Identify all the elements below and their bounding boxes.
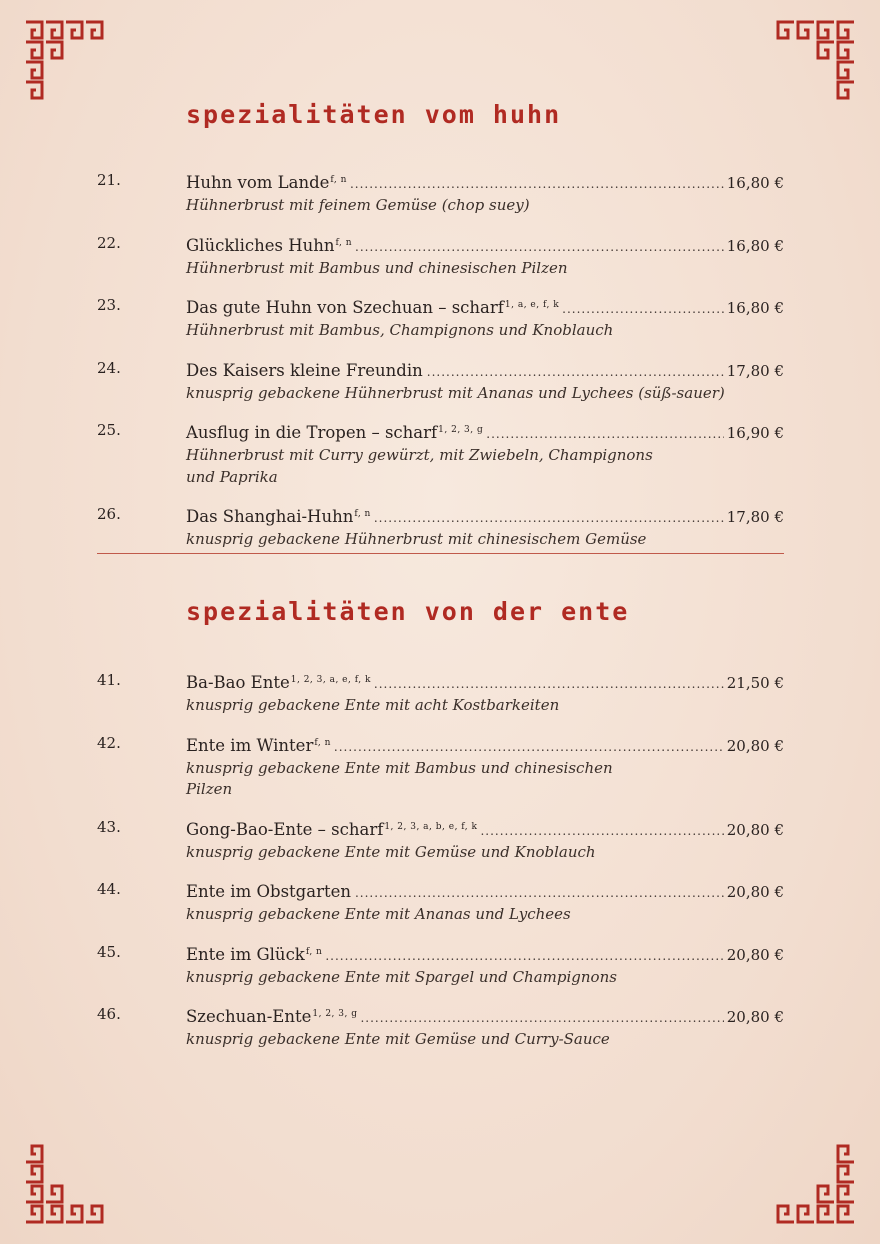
item-description: knusprig gebackene Hühnerbrust mit Ananas und Lychees (süß-sauer) xyxy=(186,383,725,402)
item-number: 21. xyxy=(97,171,121,189)
allergen-codes: f, n xyxy=(354,509,371,519)
item-description: knusprig gebackene Ente mit Spargel und Champignons xyxy=(186,967,617,986)
corner-ornament-icon xyxy=(24,20,104,100)
item-name: Szechuan-Ente xyxy=(186,1007,312,1026)
allergen-codes: f, n xyxy=(330,175,347,185)
item-name: Gong-Bao-Ente – scharf xyxy=(186,819,384,839)
item-price: 17,80 € xyxy=(726,361,784,380)
item-description: knusprig gebackene Ente mit Gemüse und Knoblauch xyxy=(186,842,596,861)
item-price: 16,80 € xyxy=(726,174,784,192)
item-number: 45. xyxy=(97,942,121,961)
menu-item xyxy=(97,941,784,989)
item-number: 43. xyxy=(97,817,121,836)
corner-ornament-icon xyxy=(24,1144,104,1224)
dot-leader xyxy=(334,736,724,758)
item-price: 16,90 € xyxy=(726,424,784,442)
section-title-chicken: spezialitäten vom huhn xyxy=(186,100,562,129)
allergen-codes: 1, a, e, f, k xyxy=(504,300,560,310)
dot-leader xyxy=(325,945,723,967)
menu-item xyxy=(97,294,784,342)
dot-leader xyxy=(486,423,723,445)
item-name: Huhn vom Lande xyxy=(186,173,330,192)
dot-leader xyxy=(427,361,724,383)
item-number: 23. xyxy=(97,296,121,314)
item-name: Das Shanghai-Huhn xyxy=(186,507,354,526)
menu-list-duck xyxy=(97,669,784,1066)
item-name: Ausflug in die Tropen – scharf xyxy=(186,423,438,442)
item-price: 20,80 € xyxy=(726,1008,784,1026)
dot-leader xyxy=(374,507,724,529)
dot-leader xyxy=(355,236,724,258)
item-description: knusprig gebackene Hühnerbrust mit chinesischem Gemüse xyxy=(186,530,647,548)
item-name: Des Kaisers kleine Freundin xyxy=(186,360,423,380)
menu-item xyxy=(97,1003,784,1051)
section-divider xyxy=(97,553,784,554)
item-price: 20,80 € xyxy=(726,736,784,755)
allergen-codes: 1, 2, 3, g xyxy=(312,1009,358,1019)
menu-item xyxy=(97,232,784,280)
section-title-duck: spezialitäten von der ente xyxy=(186,597,630,626)
item-number: 42. xyxy=(97,733,121,752)
item-description: Hühnerbrust mit Bambus und chinesischen Pilzen xyxy=(186,258,568,277)
item-number: 24. xyxy=(97,358,121,377)
menu-item xyxy=(97,669,784,717)
dot-leader xyxy=(350,173,724,195)
item-number: 25. xyxy=(97,421,121,439)
dot-leader xyxy=(480,820,723,842)
item-description: knusprig gebackene Ente mit Gemüse und Curry-Sauce xyxy=(186,1030,610,1048)
menu-item xyxy=(97,357,784,405)
item-name: Glückliches Huhn xyxy=(186,235,335,255)
dot-leader xyxy=(355,882,724,904)
item-price: 16,80 € xyxy=(726,236,784,255)
item-description: knusprig gebackene Ente mit Ananas und Lychees xyxy=(186,905,571,923)
allergen-codes: f, n xyxy=(335,237,353,248)
item-description: Hühnerbrust mit Curry gewürzt, mit Zwiebeln, Champignons und Paprika xyxy=(186,446,653,486)
menu-list-chicken xyxy=(97,169,784,566)
item-name: Ente im Obstgarten xyxy=(186,882,351,901)
allergen-codes: 1, 2, 3, g xyxy=(438,425,484,435)
item-number: 41. xyxy=(97,671,121,689)
allergen-codes: f, n xyxy=(314,737,331,748)
menu-item xyxy=(97,169,784,217)
item-price: 20,80 € xyxy=(726,883,784,901)
item-description: knusprig gebackene Ente mit Bambus und chinesischen Pilzen xyxy=(186,758,613,798)
item-price: 17,80 € xyxy=(726,508,784,526)
menu-item xyxy=(97,816,784,864)
item-number: 22. xyxy=(97,233,121,252)
allergen-codes: 1, 2, 3, a, e, f, k xyxy=(290,675,371,685)
item-price: 20,80 € xyxy=(726,945,784,964)
dot-leader xyxy=(360,1007,723,1029)
item-description: knusprig gebackene Ente mit acht Kostbarkeiten xyxy=(186,696,560,714)
item-name: Ente im Winter xyxy=(186,735,314,755)
menu-item xyxy=(97,503,784,551)
item-number: 46. xyxy=(97,1005,121,1023)
item-price: 16,80 € xyxy=(726,299,784,317)
item-name: Ente im Glück xyxy=(186,944,305,964)
item-name: Ba-Bao Ente xyxy=(186,673,290,692)
dot-leader xyxy=(374,673,724,695)
item-price: 20,80 € xyxy=(726,820,784,839)
menu-item xyxy=(97,419,784,488)
menu-item xyxy=(97,878,784,926)
allergen-codes: 1, 2, 3, a, b, e, f, k xyxy=(384,821,478,832)
item-number: 26. xyxy=(97,505,121,523)
item-description: Hühnerbrust mit feinem Gemüse (chop suey) xyxy=(186,196,530,214)
item-name: Das gute Huhn von Szechuan – scharf xyxy=(186,298,504,317)
corner-ornament-icon xyxy=(776,1144,856,1224)
item-number: 44. xyxy=(97,880,121,898)
menu-item xyxy=(97,732,784,801)
dot-leader xyxy=(562,298,724,320)
corner-ornament-icon xyxy=(776,20,856,100)
allergen-codes: f, n xyxy=(305,946,323,957)
item-price: 21,50 € xyxy=(726,674,784,692)
item-description: Hühnerbrust mit Bambus, Champignons und Knoblauch xyxy=(186,321,614,339)
